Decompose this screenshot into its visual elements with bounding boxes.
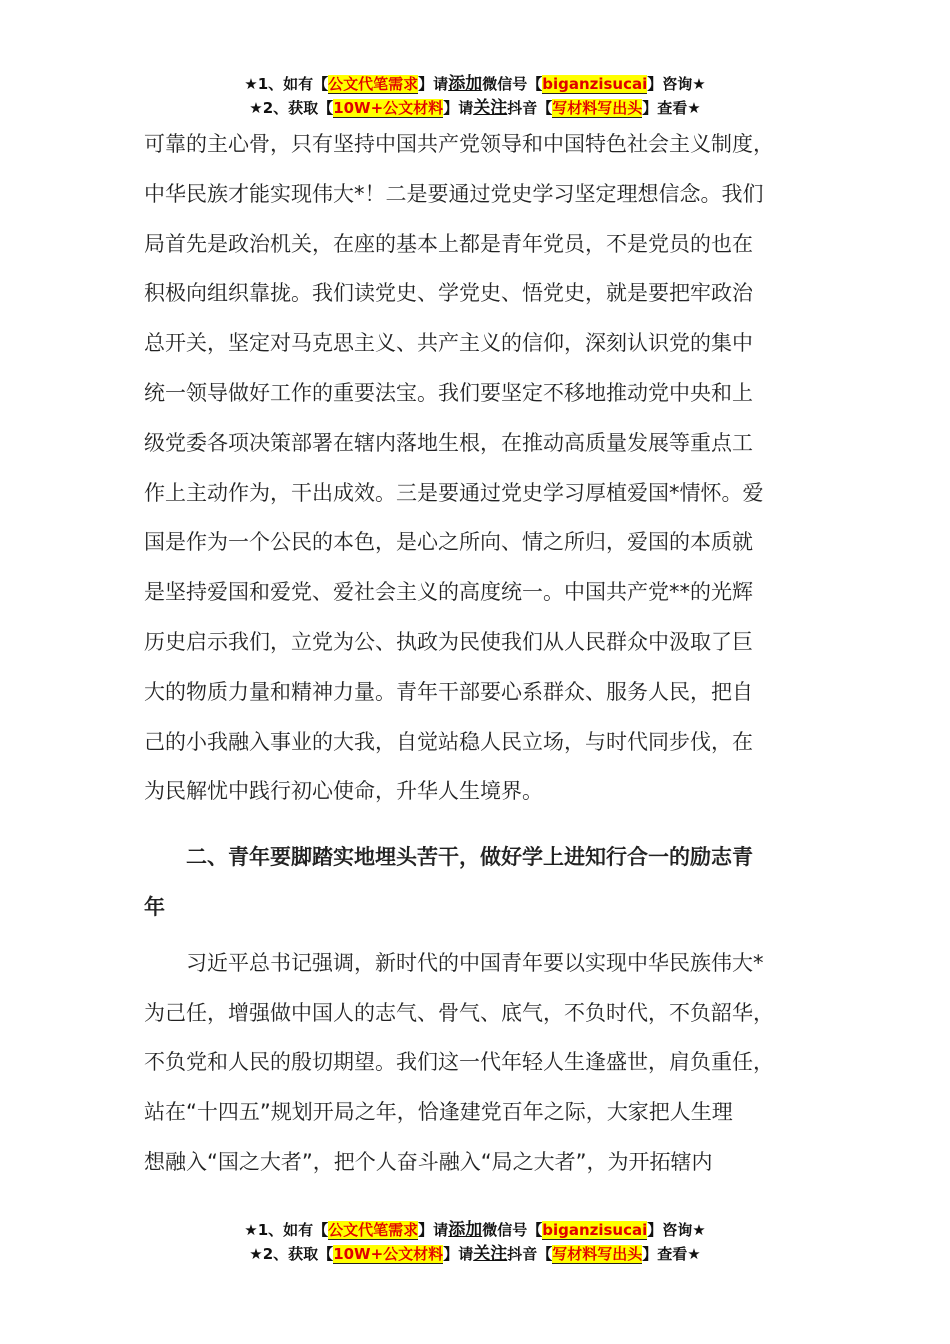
banner-text: 微信号【	[482, 1221, 543, 1239]
banner-text: ★2、获取【	[249, 1245, 334, 1263]
document-body	[144, 120, 812, 1188]
text-line: 历史启示我们，立党为公、执政为民使我们从人民群众中汲取了巨	[144, 629, 753, 654]
banner-line-1	[0, 72, 950, 96]
banner-text: 】咨询★	[647, 1221, 706, 1239]
section-heading	[144, 833, 812, 933]
highlight-materials: 10W+公文材料	[333, 99, 444, 117]
banner-line-1	[0, 1218, 950, 1242]
header-banner	[0, 72, 950, 120]
highlight-service: 公文代笔需求	[328, 75, 419, 93]
banner-text: 】咨询★	[647, 75, 706, 93]
text-line: 国是作为一个公民的本色，是心之所向、情之所归，爱国的本质就	[144, 530, 753, 555]
banner-text: ★2、获取【	[249, 99, 334, 117]
paragraph	[144, 939, 812, 1188]
banner-text: 抖音【	[507, 1245, 553, 1263]
banner-text: 】查看★	[642, 99, 701, 117]
text-line: 不负党和人民的殷切期望。我们这一代年轻人生逢盛世，肩负重任，	[144, 1050, 774, 1075]
heading-line: 年	[144, 894, 165, 919]
banner-line-2	[0, 1242, 950, 1266]
banner-text: 】请	[443, 99, 474, 117]
highlight-materials: 10W+公文材料	[333, 1245, 444, 1263]
text-line: 中华民族才能实现伟大*！二是要通过党史学习坚定理想信念。我们	[144, 181, 764, 206]
highlight-wechat-id: biganzisucai	[542, 75, 648, 93]
banner-text: 】请	[443, 1245, 474, 1263]
highlight-douyin-account: 写材料写出头	[552, 99, 643, 117]
banner-text: ★1、如有【	[244, 1221, 329, 1239]
text-line: 习近平总书记强调，新时代的中国青年要以实现中华民族伟大*	[186, 950, 764, 975]
emphasis-text: 添加	[448, 1220, 483, 1240]
banner-text: 抖音【	[507, 99, 553, 117]
text-line: 站在“十四五”规划开局之年，恰逢建党百年之际，大家把人生理	[144, 1100, 733, 1125]
footer-banner	[0, 1218, 950, 1266]
text-line: 为己任，增强做中国人的志气、骨气、底气，不负时代，不负韶华，	[144, 1000, 774, 1025]
emphasis-text: 关注	[473, 98, 508, 118]
text-line: 统一领导做好工作的重要法宝。我们要坚定不移地推动党中央和上	[144, 380, 753, 405]
heading-line: 二、青年要脚踏实地埋头苦干，做好学上进知行合一的励志青	[186, 845, 753, 870]
highlight-service: 公文代笔需求	[328, 1221, 419, 1239]
text-line: 级党委各项决策部署在辖内落地生根，在推动高质量发展等重点工	[144, 430, 753, 455]
text-line: 积极向组织靠拢。我们读党史、学党史、悟党史，就是要把牢政治	[144, 281, 753, 306]
paragraph-continued	[144, 120, 812, 817]
text-line: 可靠的主心骨，只有坚持中国共产党领导和中国特色社会主义制度，	[144, 132, 774, 156]
text-line: 大的物质力量和精神力量。青年干部要心系群众、服务人民，把自	[144, 679, 753, 704]
text-line: 为民解忧中践行初心使命，升华人生境界。	[144, 779, 543, 804]
emphasis-text: 添加	[448, 74, 483, 94]
highlight-douyin-account: 写材料写出头	[552, 1245, 643, 1263]
banner-line-2	[0, 96, 950, 120]
text-line: 己的小我融入事业的大我，自觉站稳人民立场，与时代同步伐，在	[144, 729, 753, 754]
text-line: 总开关，坚定对马克思主义、共产主义的信仰，深刻认识党的集中	[144, 331, 753, 356]
banner-text: 】请	[418, 75, 449, 93]
emphasis-text: 关注	[473, 1244, 508, 1264]
text-line: 作上主动作为，干出成效。三是要通过党史学习厚植爱国*情怀。爱	[144, 480, 764, 505]
banner-text: 】请	[418, 1221, 449, 1239]
banner-text: ★1、如有【	[244, 75, 329, 93]
text-line: 局首先是政治机关，在座的基本上都是青年党员，不是党员的也在	[144, 231, 753, 256]
highlight-wechat-id: biganzisucai	[542, 1221, 648, 1239]
banner-text: 微信号【	[482, 75, 543, 93]
banner-text: 】查看★	[642, 1245, 701, 1263]
text-line: 是坚持爱国和爱党、爱社会主义的高度统一。中国共产党**的光辉	[144, 580, 753, 605]
text-line: 想融入“国之大者”，把个人奋斗融入“局之大者”，为开拓辖内	[144, 1149, 713, 1174]
